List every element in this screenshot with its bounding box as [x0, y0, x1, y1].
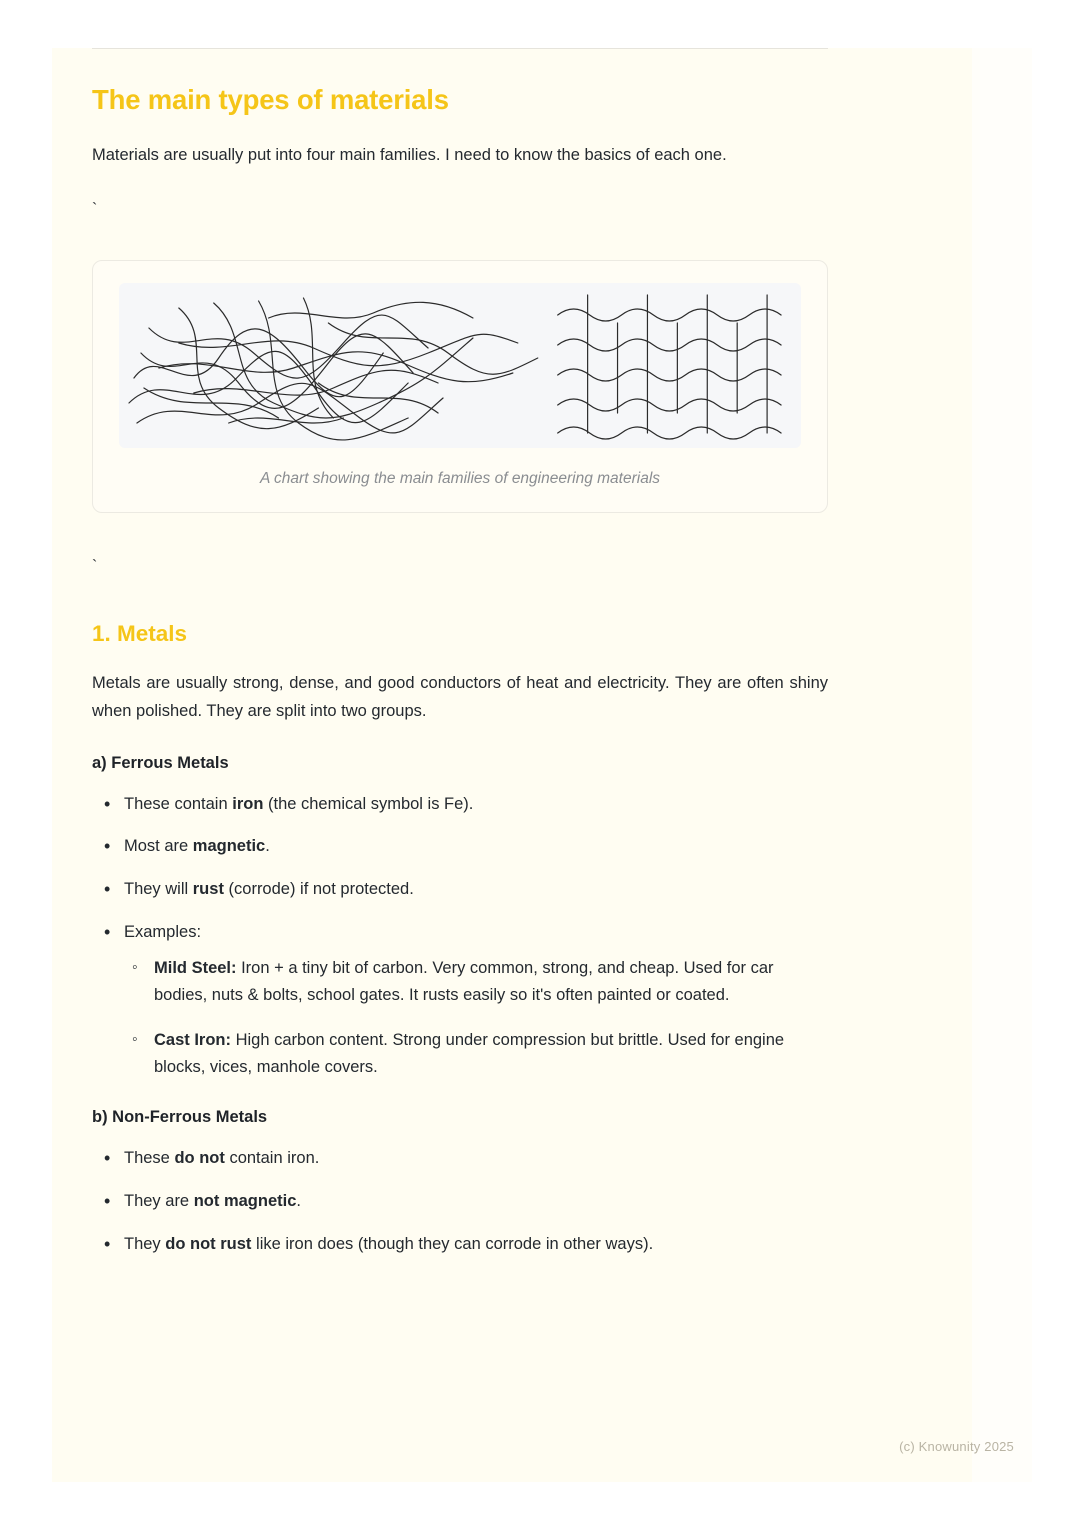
stray-backtick-1: `	[92, 200, 98, 218]
document-content	[92, 48, 828, 1273]
bullet-text-bold: magnetic	[192, 837, 266, 856]
bullet-text-pre: Most are	[124, 837, 193, 856]
bullet-text-post: .	[296, 1191, 301, 1210]
subsection-heading-non-ferrous: b) Non-Ferrous Metals	[92, 1108, 268, 1127]
bullet-text-post: contain iron.	[224, 1149, 320, 1168]
stray-backtick-2: `	[92, 557, 98, 575]
list-item	[92, 833, 828, 860]
bullet-text-post: .	[265, 837, 270, 856]
bullet-text-bold: iron	[232, 794, 264, 813]
example-term: Mild Steel:	[154, 959, 237, 978]
bullet-text-pre: They	[124, 1234, 166, 1253]
figure-caption: A chart showing the main families of engineering materials	[259, 469, 661, 487]
non-ferrous-bullet-list	[92, 1145, 828, 1257]
example-text: Iron + a tiny bit of carbon. Very common, strong, and cheap. Used for car bodies, nuts & bolts, school gates. It rusts easily so it's often painted or coated.	[154, 959, 774, 1005]
list-item	[92, 791, 828, 818]
bullet-text-pre: They will	[124, 879, 193, 898]
bullet-text-pre: These	[124, 1149, 175, 1168]
list-item	[124, 955, 828, 1008]
list-item	[92, 876, 828, 903]
section-heading-metals: 1. Metals	[92, 620, 188, 646]
bullet-text-bold: rust	[192, 879, 224, 898]
bullet-text-bold: do not	[174, 1149, 225, 1168]
top-divider	[92, 48, 828, 49]
bullet-text-pre: They are	[124, 1191, 194, 1210]
materials-sketch-icon	[119, 283, 801, 448]
bullet-text-bold: do not rust	[165, 1234, 252, 1253]
list-item	[92, 1145, 828, 1172]
bullet-text-bold: not magnetic	[193, 1191, 297, 1210]
bullet-text-pre: These contain	[124, 794, 233, 813]
figure-image	[119, 283, 801, 448]
document-page	[52, 48, 1032, 1482]
watermark: (c) Knowunity 2025	[899, 1439, 1014, 1454]
subsection-heading-ferrous: a) Ferrous Metals	[92, 753, 229, 772]
ferrous-bullet-list	[92, 791, 828, 1081]
page-margin-strip	[972, 48, 1032, 1482]
bullet-text-post: like iron does (though they can corrode in other ways).	[251, 1234, 654, 1253]
list-item	[92, 1231, 828, 1258]
metals-paragraph: Metals are usually strong, dense, and good conductors of heat and electricity. They are often shiny when polished. They are split into two groups.	[92, 673, 828, 721]
figure-card	[92, 260, 828, 513]
example-text: High carbon content. Strong under compression but brittle. Used for engine blocks, vices, manhole covers.	[154, 1030, 785, 1076]
bullet-text-pre: Examples:	[124, 922, 202, 941]
list-item	[92, 919, 828, 1081]
list-item	[92, 1188, 828, 1215]
list-item	[124, 1027, 828, 1080]
bullet-text-post: (corrode) if not protected.	[223, 879, 414, 898]
bullet-text-post: (the chemical symbol is Fe).	[263, 794, 474, 813]
ferrous-examples-list	[124, 955, 828, 1080]
intro-paragraph: Materials are usually put into four main families. I need to know the basics of each one.	[92, 146, 727, 165]
page-title: The main types of materials	[92, 84, 449, 115]
example-term: Cast Iron:	[154, 1030, 232, 1049]
